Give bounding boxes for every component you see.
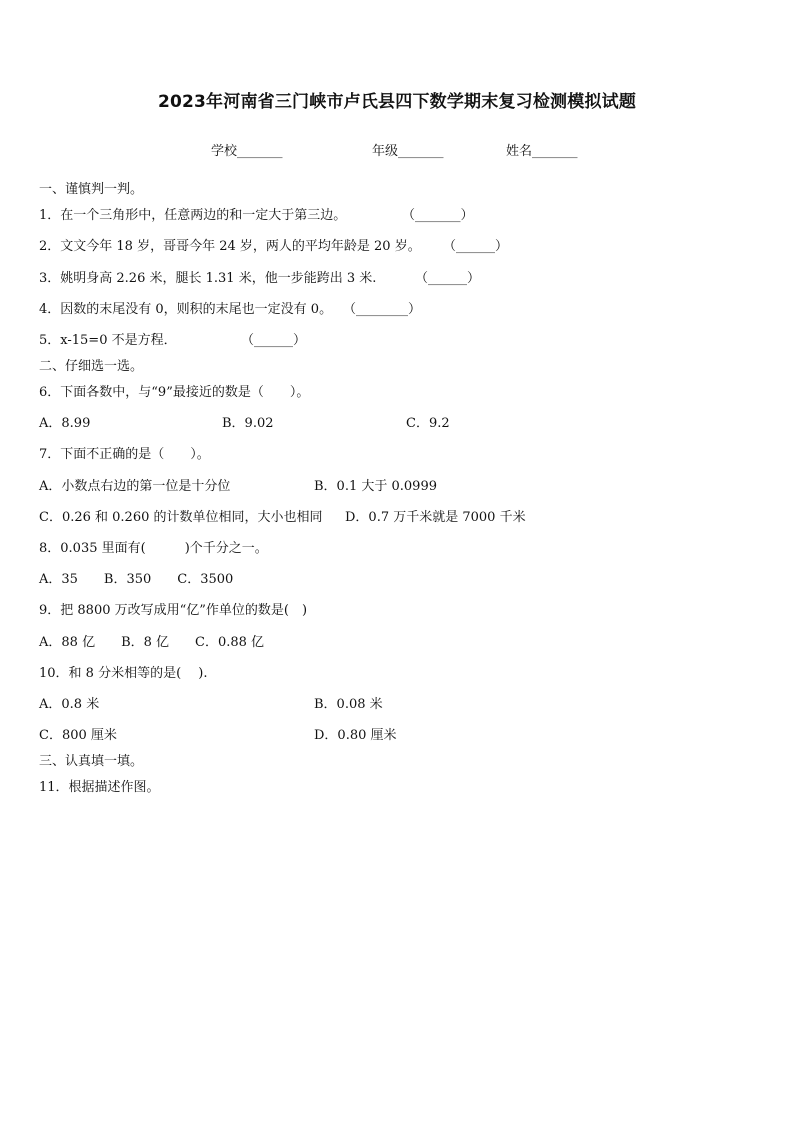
question-10-option-d: D．0.80 厘米 — [314, 728, 397, 743]
question-7-option-c: C．0.26 和 0.260 的计数单位相同，大小也相同 — [39, 510, 323, 525]
question-10-option-b: B．0.08 米 — [314, 697, 383, 712]
question-7-option-d: D．0.7 万千米就是 7000 千米 — [345, 510, 526, 525]
question-7-option-a: A．小数点右边的第一位是十分位 — [39, 479, 231, 494]
question-10: 10．和 8 分米相等的是( ). — [39, 666, 208, 681]
question-4 — [39, 301, 332, 319]
question-1-text: 1．在一个三角形中，任意两边的和一定大于第三边。 — [39, 208, 347, 223]
question-2-answer: （______） — [443, 239, 509, 254]
question-6-option-a: A．8.99 — [39, 416, 91, 431]
question-5-text: 5．x-15=0 不是方程． — [39, 333, 177, 348]
question-6-option-b: B．9.02 — [222, 416, 274, 431]
question-2 — [39, 238, 421, 256]
question-7-option-b: B．0.1 大于 0.0999 — [314, 479, 437, 494]
name-field: 姓名_______ — [506, 144, 578, 159]
question-3 — [39, 270, 376, 288]
question-8: 8．0.035 里面有( )个千分之一。 — [39, 541, 268, 556]
question-10-option-c: C．800 厘米 — [39, 728, 117, 743]
page-title: 2023年河南省三门峡市卢氏县四下数学期末复习检测模拟试题 — [157, 92, 637, 112]
question-6: 6．下面各数中，与“9”最接近的数是（ ）。 — [39, 385, 310, 400]
section-heading-1: 一、谨慎判一判。 — [39, 182, 144, 197]
school-field: 学校_______ — [211, 144, 283, 159]
question-3-answer: （______） — [415, 271, 481, 286]
question-2-text: 2．文文今年 18 岁，哥哥今年 24 岁，两人的平均年龄是 20 岁。 — [39, 239, 421, 254]
question-3-text: 3．姚明身高 2.26 米，腿长 1.31 米，他一步能跨出 3 米. — [39, 271, 377, 286]
question-9-options: A．88 亿 B．8 亿 C．0.88 亿 — [39, 635, 265, 650]
question-11: 11．根据描述作图。 — [39, 780, 160, 795]
question-1-answer: （_______） — [402, 208, 474, 223]
question-6-option-c: C．9.2 — [406, 416, 450, 431]
section-heading-2: 二、仔细选一选。 — [39, 359, 144, 374]
grade-field: 年级_______ — [372, 144, 444, 159]
question-10-option-a: A．0.8 米 — [39, 697, 100, 712]
question-4-text: 4．因数的末尾没有 0，则积的末尾也一定没有 0。 — [39, 302, 333, 317]
question-5 — [39, 332, 177, 350]
section-heading-3: 三、认真填一填。 — [39, 754, 144, 769]
question-9: 9．把 8800 万改写成用“亿”作单位的数是( ) — [39, 603, 308, 618]
question-4-answer: （________） — [343, 302, 422, 317]
question-8-options: A．35 B．350 C．3500 — [39, 572, 234, 587]
question-7: 7．下面不正确的是（ ）。 — [39, 447, 210, 462]
question-1 — [39, 207, 346, 225]
question-5-answer: （______） — [241, 333, 307, 348]
